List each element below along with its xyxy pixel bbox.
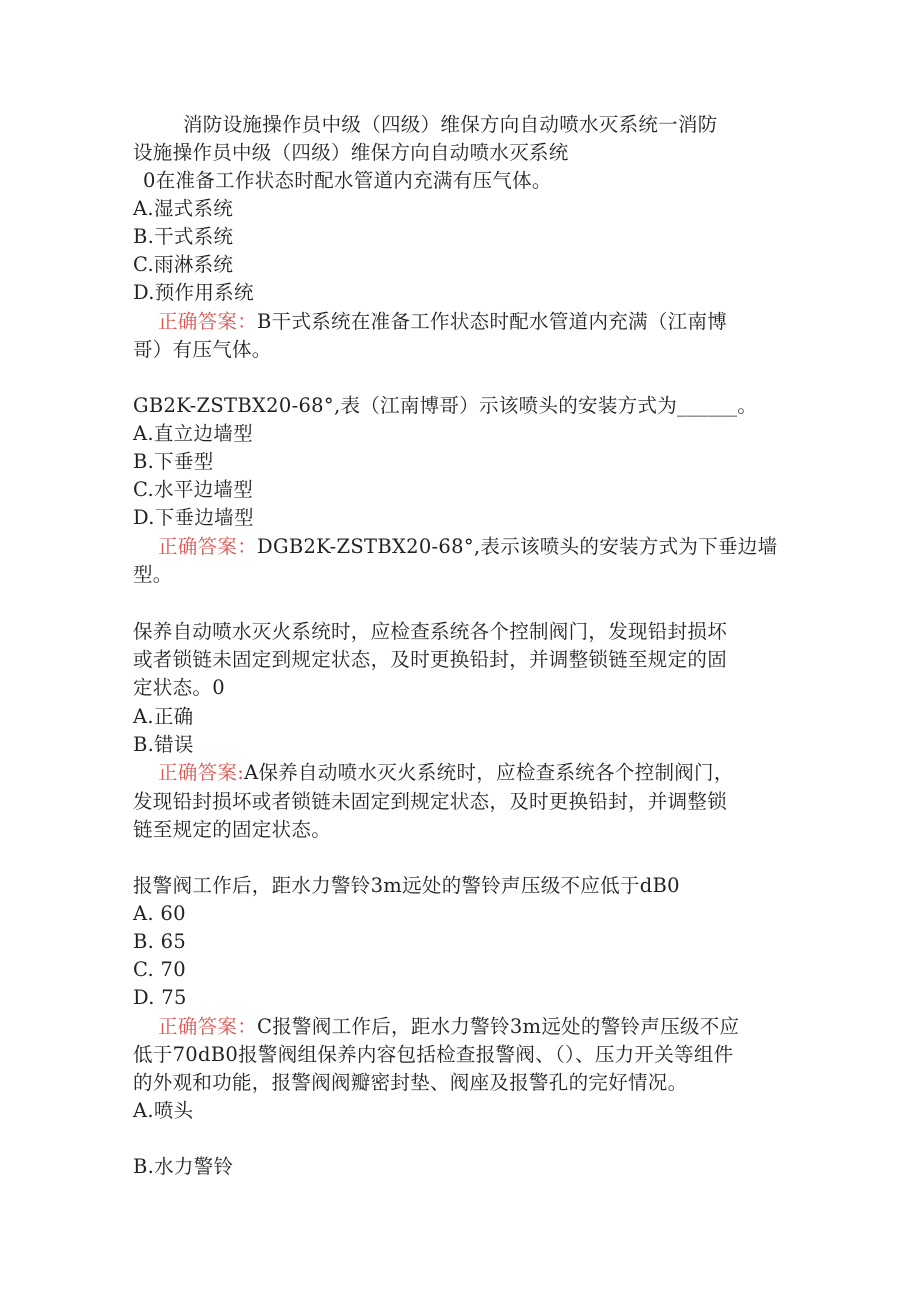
question-3-stem-line-3: 定状态。0 — [133, 676, 225, 699]
question-2-answer — [158, 534, 777, 560]
answer-label: 正确答案： — [158, 1015, 258, 1038]
question-3-option-a: A.正确 — [133, 705, 194, 728]
question-2-answer-cont: 型。 — [133, 563, 173, 586]
question-1-stem: 0在准备工作状态时配水管道内充满有压气体。 — [143, 169, 552, 192]
answer-text: DGB2K-ZSTBX20-68°,表示该喷头的安装方式为下垂边墙 — [257, 535, 778, 558]
question-2-stem: GB2K-ZSTBX20-68°,表（江南博哥）示该喷头的安装方式为______。 — [133, 394, 758, 417]
question-3-answer — [158, 760, 734, 786]
question-3-answer-cont-1: 发现铅封损坏或者锁链未固定到规定状态，及时更换铅封，并调整锁 — [133, 790, 728, 813]
question-4-answer-cont-2: 的外观和功能，报警阀阀瓣密封垫、阀座及报警孔的完好情况。 — [133, 1071, 688, 1094]
answer-text: C报警阀工作后，距水力警铃3m远处的警铃声压级不应 — [257, 1015, 740, 1038]
question-3-answer-cont-2: 链至规定的固定状态。 — [133, 818, 332, 841]
question-3-stem-line-2: 或者锁链未固定到规定状态，及时更换铅封，并调整锁链至规定的固 — [133, 648, 728, 671]
question-5-option-b: B.水力警铃 — [133, 1155, 234, 1178]
question-2-option-b: B.下垂型 — [133, 450, 214, 473]
answer-label: 正确答案： — [158, 535, 258, 558]
question-4-option-d: D. 75 — [133, 986, 187, 1009]
question-4-answer — [158, 1014, 739, 1040]
question-4-answer-cont-1: 低于70dB0报警阀组保养内容包括检查报警阀、（）、压力开关等组件 — [133, 1043, 734, 1066]
question-1-answer — [158, 309, 727, 335]
question-2-option-a: A.直立边墙型 — [133, 422, 253, 445]
answer-label: 正确答案： — [158, 310, 258, 333]
doc-title-line-1: 消防设施操作员中级（四级）维保方向自动喷水灭系统一消防 — [183, 113, 718, 136]
question-4-option-c: C. 70 — [133, 958, 186, 981]
question-3-option-b: B.错误 — [133, 733, 194, 756]
question-1-option-a: A.湿式系统 — [133, 197, 234, 220]
question-1-option-c: C.雨淋系统 — [133, 253, 234, 276]
question-3-stem-line-1: 保养自动喷水灭火系统时，应检查系统各个控制阀门，发现铅封损坏 — [133, 620, 728, 643]
answer-text: B干式系统在准备工作状态时配水管道内充满（江南博 — [257, 310, 728, 333]
question-2-option-c: C.水平边墙型 — [133, 478, 254, 501]
answer-text: A保养自动喷水灭火系统时，应检查系统各个控制阀门， — [244, 761, 734, 784]
question-4-stem: 报警阀工作后，距水力警铃3m远处的警铃声压级不应低于dB0 — [133, 874, 680, 897]
doc-title-line-2: 设施操作员中级（四级）维保方向自动喷水灭系统 — [133, 141, 569, 164]
question-4-option-a: A. 60 — [133, 902, 186, 925]
question-4-option-b: B. 65 — [133, 930, 187, 953]
question-1-option-d: D.预作用系统 — [133, 281, 254, 304]
question-1-answer-cont: 哥）有压气体。 — [133, 338, 272, 361]
question-2-option-d: D.下垂边墙型 — [133, 506, 254, 529]
question-5-option-a: A.喷头 — [133, 1099, 194, 1122]
question-1-option-b: B.干式系统 — [133, 225, 234, 248]
answer-label: 正确答案: — [158, 761, 245, 784]
